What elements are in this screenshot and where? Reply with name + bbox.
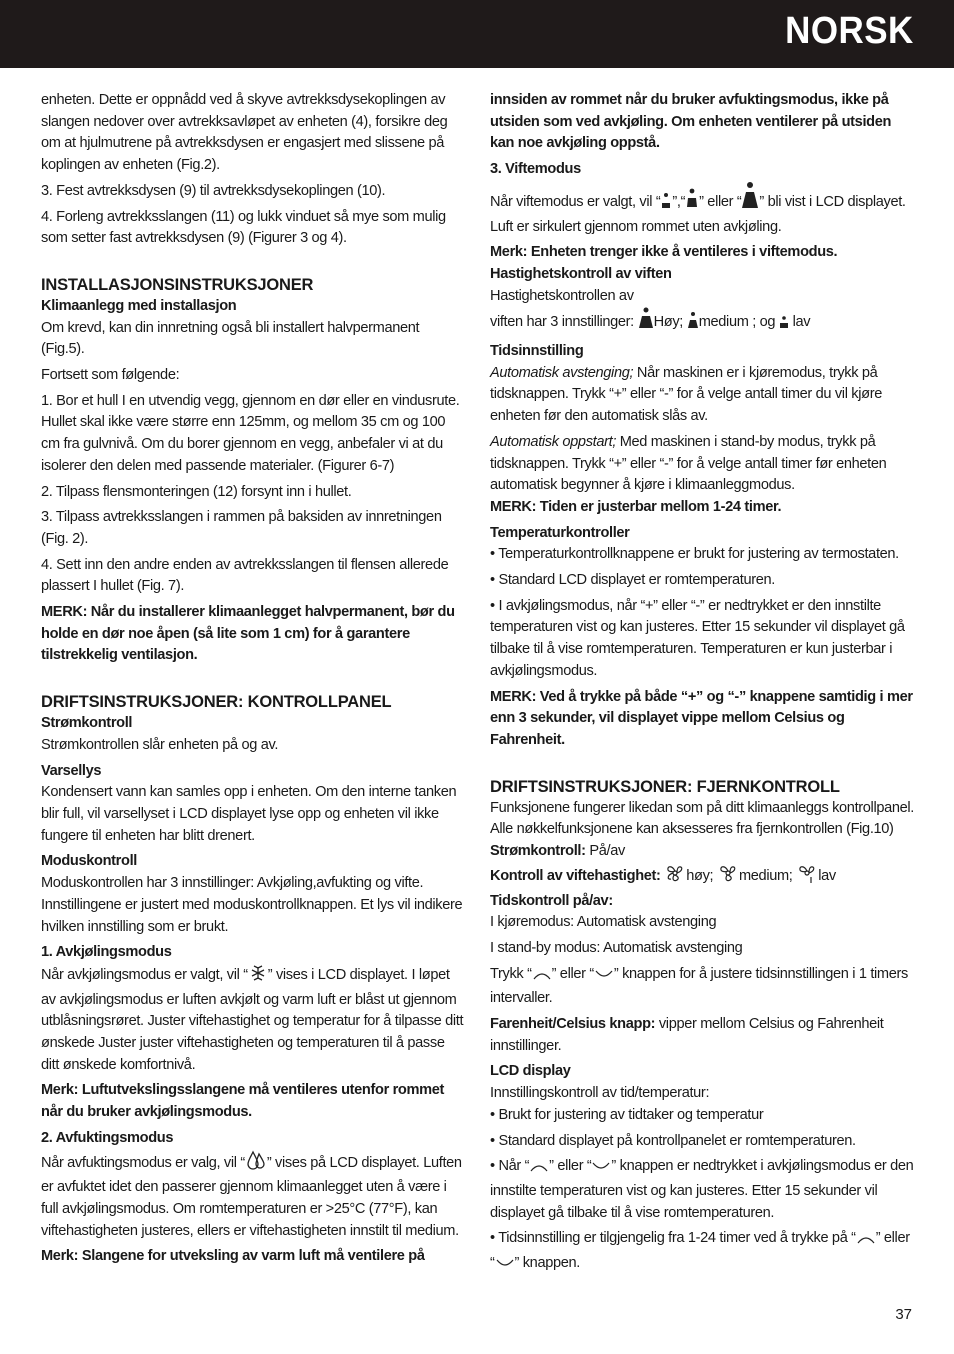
- bullet: • Brukt for justering av tidtaker og temperatur: [490, 1106, 764, 1123]
- note: MERK: Ved å trykke på både “+” og “-” knappene samtidig i mer enn 3 sekunder, vil displayet vippe mellom Celsius og Fahrenheit.: [490, 688, 913, 748]
- paragraph: Kontroll av viftehastighet: høy; medium; lav: [490, 863, 916, 891]
- dehumidify-drop-icon: [245, 1150, 267, 1178]
- fan-medium-icon: [685, 187, 699, 217]
- subheading: Temperaturkontroller: [490, 524, 630, 541]
- paragraph: Automatisk oppstart; Med maskinen i stand-by modus, trykk på tidsknappen. Trykk “+” eller “-” for å velge antall timer før enheten automatisk begynner å kjøre i klimaanleggmodus.: [490, 433, 887, 494]
- right-column: [490, 90, 916, 1282]
- bullet: • Tidsinnstilling er tilgjengelig fra 1-24 timer ved å trykke på “ ” eller “ ” knappen.: [490, 1228, 916, 1277]
- arrow-down-icon: [495, 1256, 515, 1278]
- left-column: [41, 90, 465, 1272]
- note: innsiden av rommet når du bruker avfuktingsmodus, ikke på utsiden som ved avkjøling. Om enheten ventilerer på utsiden kan noe avkjøling oppstå.: [490, 92, 892, 152]
- paragraph: Hastighetskontrollen av: [490, 287, 634, 304]
- subheading: Varsellys: [41, 762, 102, 779]
- subheading: 3. Viftemodus: [490, 161, 581, 178]
- fan-low-icon: [660, 191, 672, 217]
- cooling-snowflake-icon: [248, 964, 268, 990]
- section-heading: DRIFTSINSTRUKSJONER: KONTROLLPANEL: [41, 693, 392, 712]
- paragraph: 3. Tilpass avtrekksslangen i rammen på baksiden av innretningen (Fig. 2).: [41, 509, 442, 547]
- paragraph: Når avfuktingsmodus er valg, vil “ ” vises på LCD displayet. Luften er avfuktet idet den passerer gjennom klimaanlegget uten å være i full avkjølingsmodus. Om romtemperaturen er >25°C (77°F), kan viftehastigheten justeres, ellers er viftehastigheten innstilt til medium.: [41, 1150, 465, 1243]
- fan-low-icon: [779, 315, 789, 337]
- fan-medium-icon: [717, 863, 739, 891]
- paragraph: 4. Sett inn den andre enden av avtrekksslangen til flensen allerede plassert I hullet (Fig. 7).: [41, 556, 449, 595]
- bullet: • Temperaturkontrollknappene er brukt for justering av termostaten.: [490, 546, 899, 563]
- paragraph: Kondensert vann kan samles opp i enheten. Om den interne tanken blir full, vil varsellyset i LCD displayet lyse opp og enheten vil ikke fungere til enheten har blitt drenert.: [41, 784, 457, 844]
- note: Merk: Enheten trenger ikke å ventileres i viftemodus.: [490, 244, 838, 261]
- paragraph: 4. Forleng avtrekksslangen (11) og lukk vinduet så mye som mulig som setter fast avtrekksdysen (9) (Figurer 3 og 4).: [41, 208, 446, 247]
- paragraph: Automatisk avstenging; Når maskinen er i kjøremodus, trykk på tidsknappen. Trykk “+” eller “-” for å velge antall timer du vil kjøre enheten før den automatisk slås av.: [490, 364, 882, 425]
- subheading: Tidskontroll på/av:: [490, 892, 613, 909]
- subheading: Strømkontroll: [41, 715, 133, 732]
- paragraph: viften har 3 innstillinger: Høy; medium ; og lav: [490, 307, 916, 337]
- fan-high-icon: [664, 863, 686, 891]
- page-header: [0, 0, 954, 68]
- arrow-down-icon: [591, 1159, 611, 1181]
- subheading: Tidsinnstilling: [490, 343, 584, 360]
- subheading: 1. Avkjølingsmodus: [41, 944, 172, 961]
- note: MERK: Tiden er justerbar mellom 1-24 timer.: [490, 498, 782, 515]
- arrow-up-icon: [529, 1159, 549, 1181]
- paragraph: Når avkjølingsmodus er valgt, vil “ ” vises i LCD displayet. I løpet av avkjølingsmodus er luften avkjølt og varm luft er blåst ut gjennom utblåsningsrøret. Juster viftehastighet og temperatur for å tilpasse ditt ønskede Juster juster viftehastigheten og temperaturen til å passe ditt ønskede komfortnivå.: [41, 964, 465, 1077]
- bullet: • Standard LCD displayet er romtemperaturen.: [490, 572, 775, 589]
- arrow-down-icon: [594, 967, 614, 989]
- paragraph: I stand-by modus: Automatisk avstenging: [490, 939, 743, 956]
- subheading: Moduskontroll: [41, 853, 137, 870]
- fan-high-icon: [741, 181, 759, 217]
- paragraph: Funksjonene fungerer likedan som på ditt klimaanleggs kontrollpanel. Alle nøkkelfunksjonene kan aksesseres fra fjernkontrollen (Fig.10): [490, 799, 915, 838]
- bullet: • Når “ ” eller “ ” knappen er nedtrykket i avkjølingsmodus er den innstilte temperaturen vist og kan justeres. Etter 15 sekunder vil displayet gå tilbake til å vise romtemperaturen.: [490, 1158, 914, 1221]
- paragraph: Innstillingskontroll av tid/temperatur:: [490, 1085, 710, 1102]
- note: MERK: Når du installerer klimaanlegget halvpermanent, bør du holde en dør noe åpen (så lite som 1 cm) for å garantere tilstrekkelig ventilasjon.: [41, 604, 455, 664]
- paragraph: 2. Tilpass flensmonteringen (12) forsynt inn i hullet.: [41, 483, 352, 500]
- subheading: 2. Avfuktingsmodus: [41, 1129, 174, 1146]
- paragraph: 1. Bor et hull I en utvendig vegg, gjennom en dør eller en vindusrute. Hullet skal ikke være større enn 125mm, og mellom 35 cm og 100 cm fra gulvnivå. Om du borer gjennom en vegg, anbefaler vi at du isolerer den delen med passende materialer. (Figurer 6-7): [41, 392, 460, 474]
- fan-low-icon: [796, 863, 818, 891]
- note: Merk: Luftutvekslingsslangene må ventileres utenfor rommet når du bruker avkjølingsmodus.: [41, 1082, 445, 1121]
- bullet: • Standard displayet på kontrollpanelet er romtemperaturen.: [490, 1132, 856, 1149]
- arrow-up-icon: [532, 967, 552, 989]
- section-heading: DRIFTSINSTRUKSJONER: FJERNKONTROLL: [490, 777, 840, 796]
- paragraph: Om krevd, kan din innretning også bli installert halvpermanent (Fig.5).: [41, 319, 420, 358]
- paragraph: Trykk “ ” eller “ ” knappen for å justere tidsinnstillingen i 1 timers intervaller.: [490, 965, 908, 1007]
- paragraph: enheten. Dette er oppnådd ved å skyve avtrekksdysekoplingen av slangen nedover over avtrekksavløpet av enheten (4), forsikre deg om at hjulmutrene på avtrekksdysen er engasjert med slissene på koplingen av enheten (Fig.2).: [41, 92, 448, 174]
- page-number: 37: [895, 1306, 912, 1323]
- bullet: • I avkjølingsmodus, når “+” eller “-” er nedtrykket er den innstilte temperaturen vist og kan justeres. Etter 15 sekunder vil displayet gå tilbake til å vise romtemperaturen. Temperaturen er kun justerbar i avkjølingsmodus.: [490, 597, 905, 679]
- subheading: LCD display: [490, 1063, 571, 1080]
- fan-high-icon: [638, 307, 654, 337]
- paragraph: Farenheit/Celsius knapp: vipper mellom Celsius og Fahrenheit innstillinger.: [490, 1016, 884, 1054]
- paragraph: Fortsett som følgende:: [41, 367, 180, 384]
- note: Merk: Slangene for utveksling av varm luft må ventilere på: [41, 1248, 425, 1265]
- language-title: NORSK: [785, 10, 914, 52]
- paragraph: Når viftemodus er valgt, vil “ ”,“ ” eller “ ” bli vist i LCD displayet. Luft er sirkulert gjennom rommet uten avkjøling.: [490, 181, 916, 238]
- subheading: Hastighetskontroll av viften: [490, 265, 672, 282]
- paragraph: I kjøremodus: Automatisk avstenging: [490, 914, 717, 931]
- fan-medium-icon: [687, 311, 699, 337]
- section-heading: INSTALLASJONSINSTRUKSJONER: [41, 275, 314, 294]
- paragraph: 3. Fest avtrekksdysen (9) til avtrekksdysekoplingen (10).: [41, 182, 386, 199]
- subheading: Klimaanlegg med installasjon: [41, 297, 237, 314]
- arrow-up-icon: [856, 1231, 876, 1253]
- paragraph: Strømkontroll: På/av: [490, 843, 625, 860]
- paragraph: Strømkontrollen slår enheten på og av.: [41, 736, 279, 753]
- paragraph: Moduskontrollen har 3 innstillinger: Avkjøling,avfukting og vifte. Innstillingene er justert med moduskontrollknappen. Et lys vil indikere hvilken innstilling som er brukt.: [41, 875, 463, 935]
